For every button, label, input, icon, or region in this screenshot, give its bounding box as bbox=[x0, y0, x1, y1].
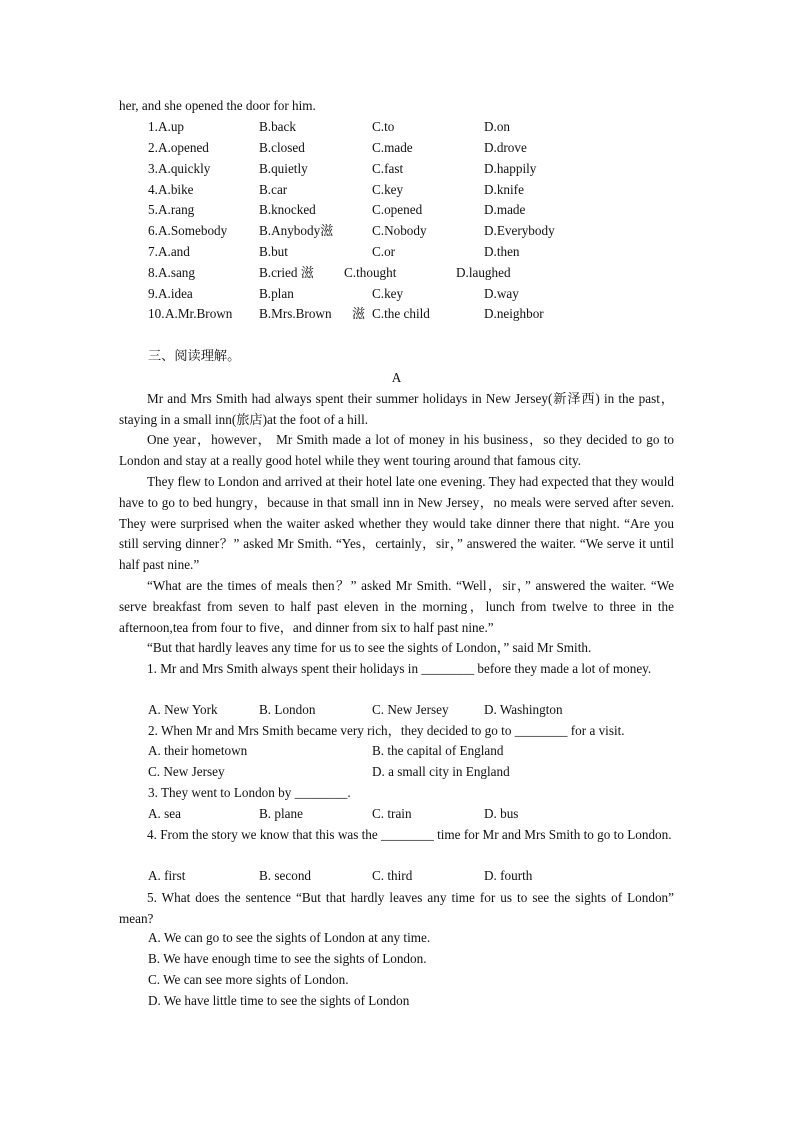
option-b: B. London bbox=[259, 702, 316, 717]
option-b: B.closed bbox=[259, 140, 305, 155]
question-number: 6. bbox=[148, 223, 158, 238]
cloze-passage-tail: her, and she opened the door for him. bbox=[119, 98, 316, 113]
option-c: C.to bbox=[372, 119, 395, 134]
answer-option-c: C. We can see more sights of London. bbox=[148, 972, 349, 987]
question-stem bbox=[119, 888, 724, 930]
answer-option-a: A. We can go to see the sights of London at any time. bbox=[148, 930, 431, 945]
question-number: 8. bbox=[148, 265, 158, 280]
option-b: B. second bbox=[259, 868, 312, 883]
question-number: 7. bbox=[148, 244, 158, 259]
option-c: C.fast bbox=[372, 161, 404, 176]
option-d: D. a small city in England bbox=[372, 764, 510, 779]
option-d: D.knife bbox=[484, 182, 524, 197]
option-c: C. New Jersey bbox=[372, 702, 449, 717]
option-a: A.bike bbox=[158, 182, 194, 197]
option-a: A. New York bbox=[148, 702, 218, 717]
paragraph-text: One year，however， Mr Smith made a lot of money in his business，so they decided to go to London and stay at a really good hotel while they went touring around that famous city. bbox=[119, 432, 674, 468]
paragraph-text: Mr and Mrs Smith had always spent their summer holidays in New Jersey(新泽西) in the past，staying in a small inn(旅店)at the foot of a hill. bbox=[119, 391, 674, 427]
option-b: B.knocked bbox=[259, 202, 316, 217]
paragraph-text: “What are the times of meals then？” asked Mr Smith. “Well，sir，” answered the waiter. “We serve breakfast from seven to half past eleven in the morning，lunch from twelve to three in the afternoon,tea from four to five，and dinner from six to half past nine.” bbox=[119, 578, 674, 635]
option-d: D. Washington bbox=[484, 702, 563, 717]
question-stem: 2. When Mr and Mrs Smith became very rich，they decided to go to ________ for a visit. bbox=[148, 723, 625, 738]
option-d: D.then bbox=[484, 244, 520, 259]
question-text: 5. What does the sentence “But that hardly leaves any time for us to see the sights of London” mean? bbox=[119, 890, 724, 926]
answer-options bbox=[0, 742, 794, 760]
option-c: C. third bbox=[372, 868, 413, 883]
option-c: C.or bbox=[372, 244, 396, 259]
option-a: A.up bbox=[158, 119, 185, 134]
cloze-question-row bbox=[0, 118, 794, 136]
passage-paragraph bbox=[119, 389, 674, 431]
cloze-question-row bbox=[0, 264, 794, 282]
option-c: C.key bbox=[372, 182, 404, 197]
option-b: B. plane bbox=[259, 806, 303, 821]
option-b: B.cried 滋 bbox=[259, 265, 314, 280]
option-d: D. bus bbox=[484, 806, 519, 821]
answer-options bbox=[0, 805, 794, 823]
question-stem: 3. They went to London by ________. bbox=[148, 785, 351, 800]
question-number: 2. bbox=[148, 140, 158, 155]
option-c: C.made bbox=[372, 140, 413, 155]
question-number: 9. bbox=[148, 286, 158, 301]
option-d: D.on bbox=[484, 119, 511, 134]
cloze-question-row bbox=[0, 160, 794, 178]
option-c: C.the child bbox=[372, 306, 430, 321]
cloze-question-row bbox=[0, 139, 794, 157]
option-a: A.opened bbox=[158, 140, 209, 155]
passage-label: A bbox=[391, 370, 402, 385]
option-b: B.quietly bbox=[259, 161, 308, 176]
option-b: B.but bbox=[259, 244, 288, 259]
option-d: D.happily bbox=[484, 161, 537, 176]
question-number: 5. bbox=[148, 202, 158, 217]
option-a: A. first bbox=[148, 868, 186, 883]
option-a: A.and bbox=[158, 244, 190, 259]
option-b-mark: 滋 bbox=[352, 306, 366, 321]
paragraph-text: They flew to London and arrived at their hotel late one evening. They had expected that they would have to go to bed hungry，because in that small inn in New Jersey，no meals were served after seven. They were surprised when the waiter asked whether they would take dinner there that night. “Are you still serving dinner？” asked Mr Smith. “Yes，certainly，sir，” answered the waiter. “We serve it until half past nine.” bbox=[119, 474, 674, 573]
question-number: 10. bbox=[148, 306, 165, 321]
question-stem bbox=[119, 659, 674, 680]
cloze-question-row bbox=[0, 222, 794, 240]
passage-paragraph bbox=[119, 472, 674, 576]
question-number: 4. bbox=[148, 182, 158, 197]
option-c: C.Nobody bbox=[372, 223, 427, 238]
answer-option-d: D. We have little time to see the sights of London bbox=[148, 993, 410, 1008]
option-a: A. sea bbox=[148, 806, 181, 821]
option-a: A.Somebody bbox=[158, 223, 228, 238]
answer-options bbox=[0, 701, 794, 719]
option-d: D.made bbox=[484, 202, 526, 217]
option-c: C.opened bbox=[372, 202, 423, 217]
option-b: B.car bbox=[259, 182, 288, 197]
option-d: D.Everybody bbox=[484, 223, 555, 238]
cloze-question-row bbox=[0, 181, 794, 199]
option-a: A.Mr.Brown bbox=[165, 306, 233, 321]
cloze-question-row bbox=[0, 305, 794, 323]
option-c: C.key bbox=[372, 286, 404, 301]
option-d: D.way bbox=[484, 286, 519, 301]
cloze-question-row bbox=[0, 243, 794, 261]
question-text: 4. From the story we know that this was the ________ time for Mr and Mrs Smith to go to London. bbox=[147, 827, 672, 842]
passage-paragraph bbox=[119, 638, 674, 659]
option-c: C. New Jersey bbox=[148, 764, 225, 779]
question-text: 1. Mr and Mrs Smith always spent their holidays in ________ before they made a lot of money. bbox=[147, 661, 652, 676]
section-title: 三、阅读理解。 bbox=[148, 348, 241, 363]
option-d: D.laughed bbox=[456, 265, 511, 280]
option-b: B.Mrs.Brown bbox=[259, 306, 332, 321]
passage-paragraph bbox=[119, 430, 674, 472]
cloze-question-row bbox=[0, 285, 794, 303]
option-b: B.plan bbox=[259, 286, 294, 301]
passage-paragraph bbox=[119, 576, 674, 638]
option-c: C. train bbox=[372, 806, 412, 821]
answer-options bbox=[0, 867, 794, 885]
answer-options bbox=[0, 763, 794, 781]
option-a: A.rang bbox=[158, 202, 195, 217]
answer-option-b: B. We have enough time to see the sights of London. bbox=[148, 951, 427, 966]
paragraph-text: “But that hardly leaves any time for us to see the sights of London，” said Mr Smith. bbox=[147, 640, 592, 655]
question-number: 1. bbox=[148, 119, 158, 134]
option-d: D. fourth bbox=[484, 868, 533, 883]
cloze-question-row bbox=[0, 201, 794, 219]
option-b: B.back bbox=[259, 119, 296, 134]
option-a: A.idea bbox=[158, 286, 193, 301]
question-stem bbox=[119, 825, 674, 846]
option-d: D.drove bbox=[484, 140, 527, 155]
option-a: A.quickly bbox=[158, 161, 211, 176]
question-number: 3. bbox=[148, 161, 158, 176]
option-c: C.thought bbox=[344, 265, 397, 280]
option-a: A.sang bbox=[158, 265, 195, 280]
option-b: B.Anybody滋 bbox=[259, 223, 334, 238]
option-b: B. the capital of England bbox=[372, 743, 504, 758]
option-a: A. their hometown bbox=[148, 743, 248, 758]
option-d: D.neighbor bbox=[484, 306, 544, 321]
